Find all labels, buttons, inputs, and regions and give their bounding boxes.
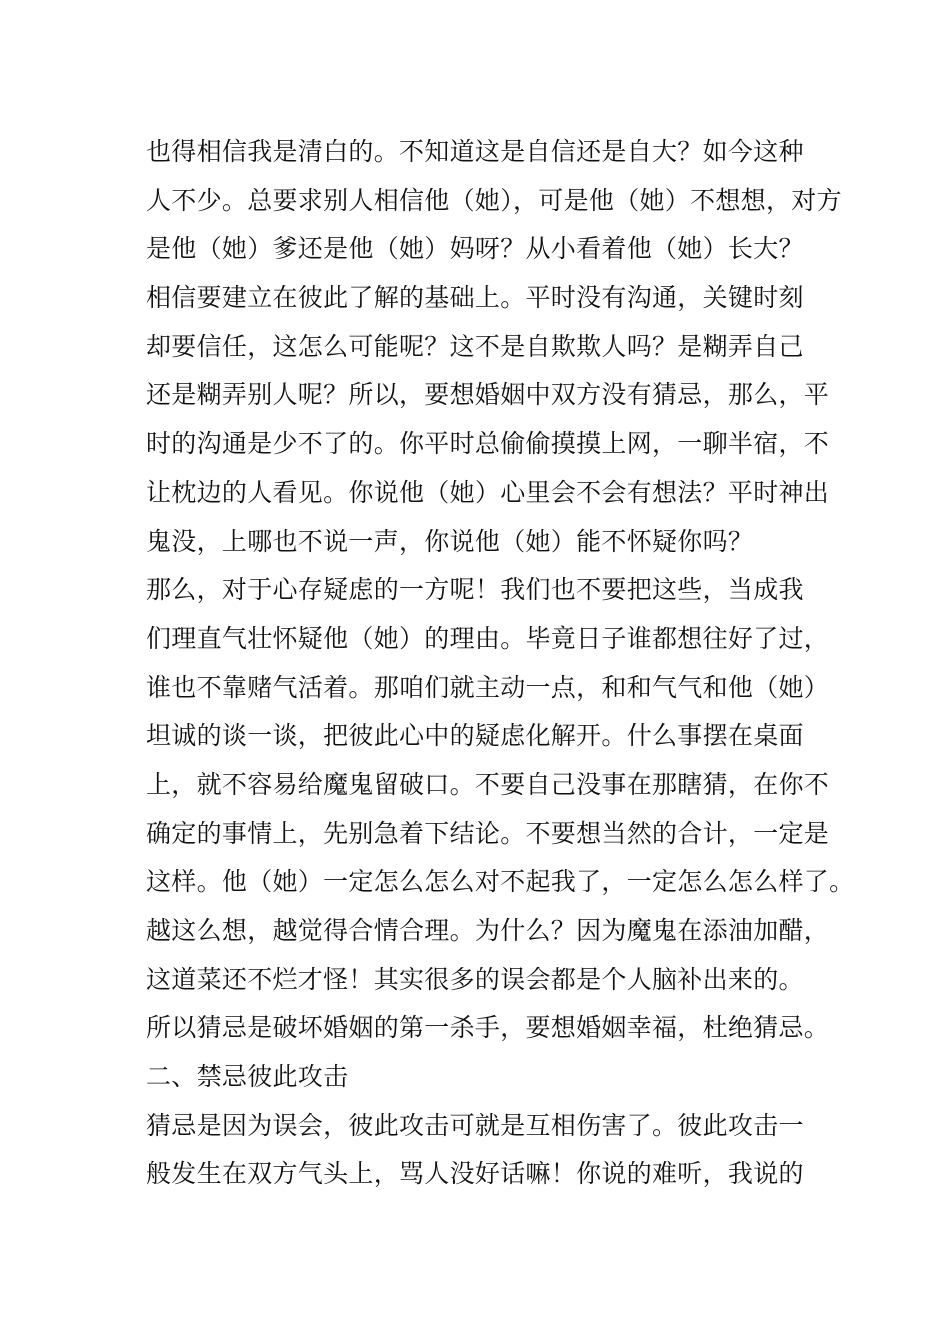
text-line: 上，就不容易给魔鬼留破口。不要自己没事在那瞎猜，在你不 [146, 769, 830, 799]
text-line: 确定的事情上，先别急着下结论。不要想当然的合计，一定是 [146, 818, 830, 848]
text-line: 时的沟通是少不了的。你平时总偷偷摸摸上网，一聊半宿，不 [146, 429, 830, 459]
text-line: 人不少。总要求别人相信他（她），可是他（她）不想想，对方 [146, 185, 842, 215]
text-line: 越这么想，越觉得合情合理。为什么？因为魔鬼在添油加醋， [146, 916, 830, 945]
text-line: 这样。他（她）一定怎么怎么对不起我了，一定怎么怎么样了。 [146, 867, 855, 897]
section-heading: 二、禁忌彼此攻击 [146, 1062, 349, 1092]
text-line: 相信要建立在彼此了解的基础上。平时没有沟通，关键时刻 [146, 283, 804, 313]
text-line: 却要信任，这怎么可能呢？这不是自欺欺人吗？是糊弄自己 [146, 331, 804, 361]
text-line: 谁也不靠赌气活着。那咱们就主动一点，和和气气和他（她） [146, 672, 830, 702]
text-line: 坦诚的谈一谈，把彼此心中的疑虑化解开。什么事摆在桌面 [146, 721, 804, 751]
text-line: 们理直气壮怀疑他（她）的理由。毕竟日子谁都想往好了过， [146, 623, 830, 653]
text-line: 所以猜忌是破坏婚姻的第一杀手，要想婚姻幸福，杜绝猜忌。 [146, 1013, 830, 1043]
text-line: 鬼没，上哪也不说一声，你说他（她）能不怀疑你吗？ [146, 526, 754, 556]
text-line: 还是糊弄别人呢？所以，要想婚姻中双方没有猜忌，那么，平 [146, 380, 830, 410]
text-line: 般发生在双方气头上，骂人没好话嘛！你说的难听，我说的 [146, 1159, 804, 1189]
text-line: 让枕边的人看见。你说他（她）心里会不会有想法？平时神出 [146, 477, 830, 507]
body-text [146, 128, 855, 1199]
text-line: 猜忌是因为误会，彼此攻击可就是互相伤害了。彼此攻击一 [146, 1110, 804, 1140]
text-line: 是他（她）爹还是他（她）妈呀？从小看着他（她）长大？ [146, 234, 804, 264]
text-line: 也得相信我是清白的。不知道这是自信还是自大？如今这种 [146, 137, 804, 166]
text-line: 这道菜还不烂才怪！其实很多的误会都是个人脑补出来的。 [146, 964, 804, 994]
text-line: 那么，对于心存疑虑的一方呢！我们也不要把这些，当成我 [146, 575, 804, 605]
